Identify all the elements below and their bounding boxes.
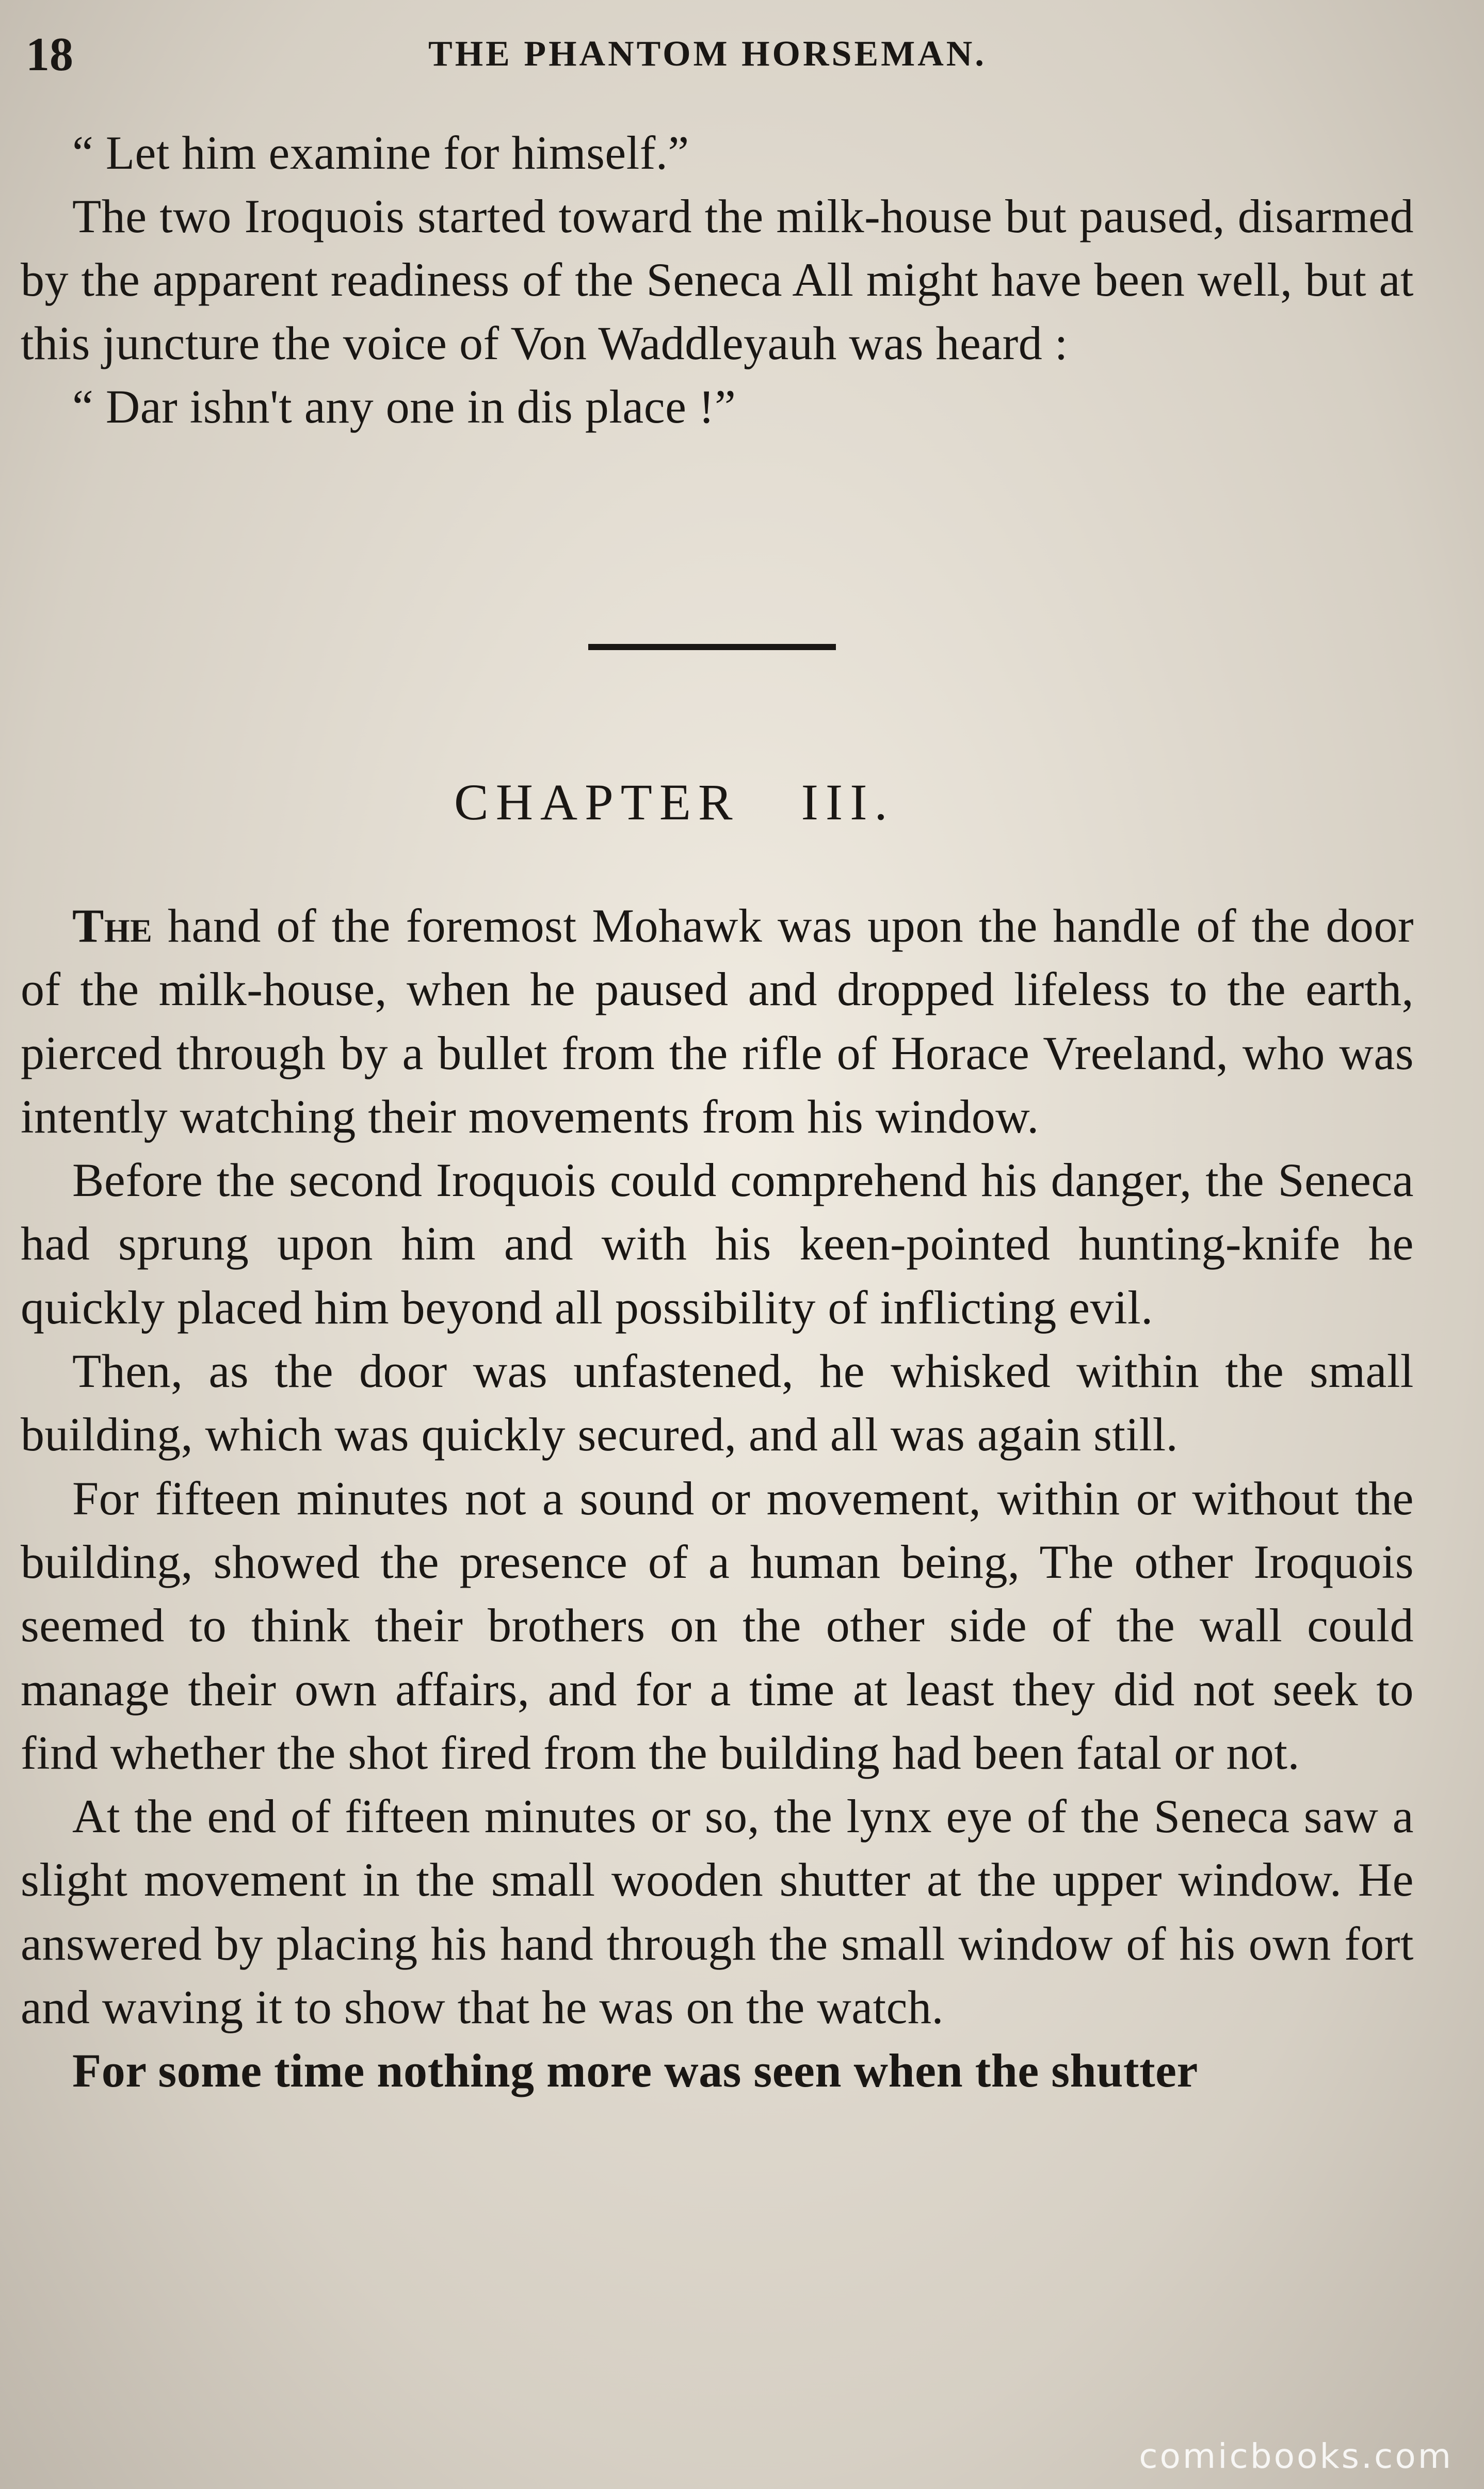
section-one [21, 121, 1414, 439]
running-head [26, 21, 1422, 88]
watermark: comicbooks.com [1139, 2436, 1453, 2476]
paragraph-text: hand of the foremost Mohawk was upon the handle of the door of the milk-house, when he paused and dropped lifeless to the earth, pierced through by a bullet from the rifle of Horace Vreeland, who was intently watching their movements from his window. [21, 899, 1414, 1143]
paragraph: The two Iroquois started toward the milk-house but paused, disarmed by the apparent readiness of the Seneca All might have been well, but at this juncture the voice of Von Waddleyauh was heard : [21, 190, 1414, 369]
paragraph: For fifteen minutes not a sound or movement, within or without the building, showed the presence of a human being, The other Iroquois seemed to think their brothers on the other side of the wall could manage their own affairs, and for a time at least they did not seek to find whether the shot fired from the building had been fatal or not. [21, 1472, 1414, 1779]
chapter-heading: CHAPTER III. [454, 773, 895, 831]
section-divider-rule [588, 644, 836, 650]
paragraph: Before the second Iroquois could comprehend his danger, the Seneca had sprung upon him and with his keen-pointed hunting-knife he quickly placed him beyond all possibility of inflicting evil. [21, 1154, 1414, 1334]
paragraph: Then, as the door was unfastened, he whisked within the small building, which was quickly secured, and all was again still. [21, 1345, 1414, 1461]
paragraph: “ Let him examine for himself.” [72, 126, 689, 179]
page-number: 18 [26, 28, 73, 80]
paragraph-last-line: For some time nothing more was seen when the shutter [72, 2044, 1198, 2097]
opening-word: The [72, 899, 153, 952]
section-two [21, 894, 1414, 2103]
paragraph: At the end of fifteen minutes or so, the lynx eye of the Seneca saw a slight movement in the small wooden shutter at the upper window. He answered by placing his hand through the small window of his own fort and waving it to show that he was on the watch. [21, 1790, 1414, 2034]
paragraph [21, 894, 1414, 1149]
paragraph: “ Dar ishn't any one in dis place !” [72, 380, 736, 433]
book-title: THE PHANTOM HORSEMAN. [428, 34, 987, 74]
